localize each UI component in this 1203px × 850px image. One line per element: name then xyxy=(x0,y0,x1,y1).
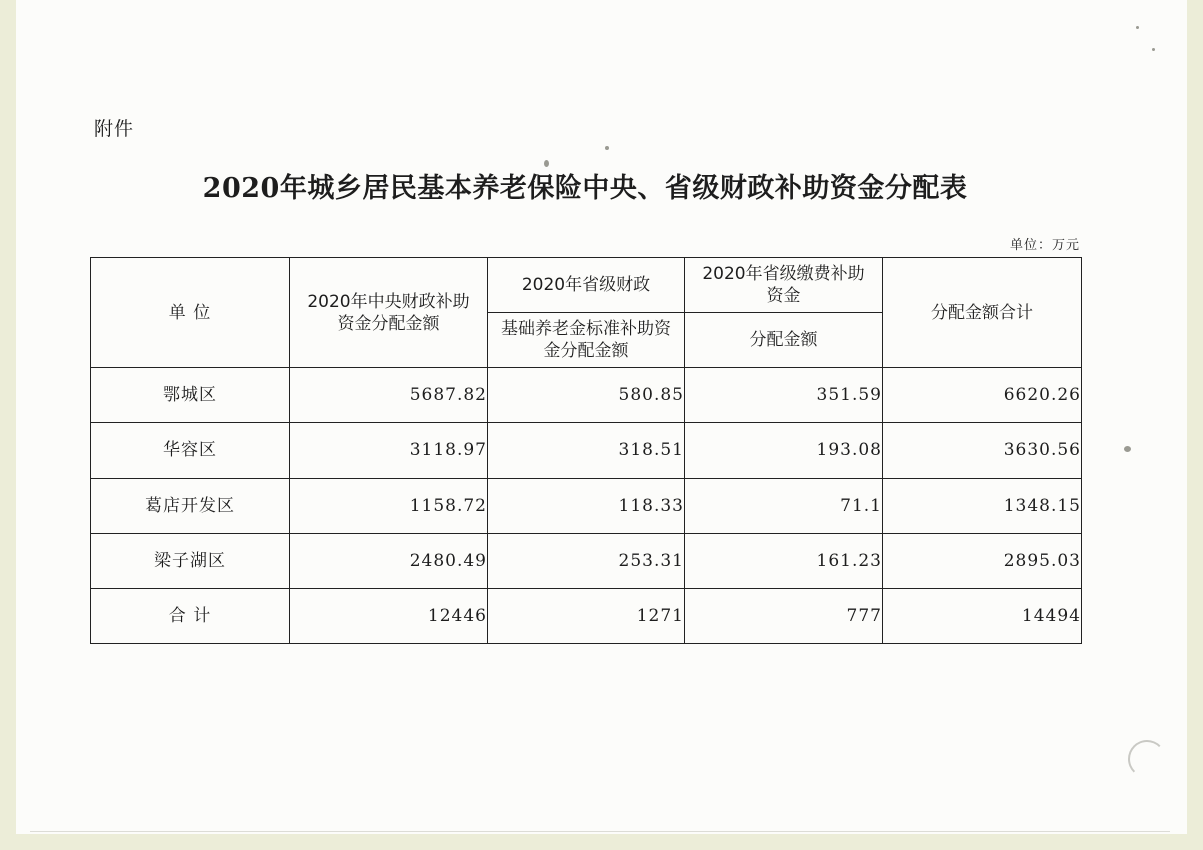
allocation-table xyxy=(90,257,1082,644)
cell-central: 3118.97 xyxy=(290,423,488,478)
cell-grand-total: 14494 xyxy=(883,588,1082,643)
cell-provincial-total: 1271 xyxy=(488,588,685,643)
document-title: 2020年城乡居民基本养老保险中央、省级财政补助资金分配表 xyxy=(202,173,968,204)
table-row xyxy=(91,423,1082,478)
cell-central: 1158.72 xyxy=(290,478,488,533)
row-name: 鄂城区 xyxy=(91,368,290,423)
page-edge-line xyxy=(30,831,1170,832)
unit-note: 单位：万元 xyxy=(1009,238,1080,253)
header-contribution-group: 2020年省级缴费补助资金 xyxy=(685,258,883,313)
cell-contribution: 71.1 xyxy=(685,478,883,533)
cell-central-total: 12446 xyxy=(290,588,488,643)
cell-provincial: 580.85 xyxy=(488,368,685,423)
scan-speck xyxy=(1124,446,1131,452)
table-total-row xyxy=(91,588,1082,643)
cell-provincial: 318.51 xyxy=(488,423,685,478)
cell-total: 3630.56 xyxy=(883,423,1082,478)
header-provincial-group: 2020年省级财政 xyxy=(488,258,685,313)
cell-central: 2480.49 xyxy=(290,533,488,588)
table-row xyxy=(91,533,1082,588)
row-name: 梁子湖区 xyxy=(91,533,290,588)
header-provincial-sub: 基础养老金标准补助资金分配金额 xyxy=(488,313,685,368)
cell-total: 6620.26 xyxy=(883,368,1082,423)
scan-mark xyxy=(1128,740,1166,778)
cell-total: 2895.03 xyxy=(883,533,1082,588)
row-name: 华容区 xyxy=(91,423,290,478)
table-row xyxy=(91,478,1082,533)
header-central: 2020年中央财政补助资金分配金额 xyxy=(290,258,488,368)
cell-total: 1348.15 xyxy=(883,478,1082,533)
cell-contribution-total: 777 xyxy=(685,588,883,643)
cell-central: 5687.82 xyxy=(290,368,488,423)
cell-provincial: 118.33 xyxy=(488,478,685,533)
table-row xyxy=(91,368,1082,423)
table-header-row xyxy=(91,258,1082,313)
cell-provincial: 253.31 xyxy=(488,533,685,588)
row-name-total: 合 计 xyxy=(91,588,290,643)
scan-speck xyxy=(1152,48,1155,51)
scan-speck xyxy=(1136,26,1139,29)
scan-speck xyxy=(544,160,549,167)
attachment-label: 附件 xyxy=(94,118,135,140)
header-contribution-sub: 分配金额 xyxy=(685,313,883,368)
row-name: 葛店开发区 xyxy=(91,478,290,533)
header-total: 分配金额合计 xyxy=(883,258,1082,368)
cell-contribution: 351.59 xyxy=(685,368,883,423)
cell-contribution: 193.08 xyxy=(685,423,883,478)
scan-speck xyxy=(605,146,609,150)
header-unit: 单 位 xyxy=(91,258,290,368)
cell-contribution: 161.23 xyxy=(685,533,883,588)
